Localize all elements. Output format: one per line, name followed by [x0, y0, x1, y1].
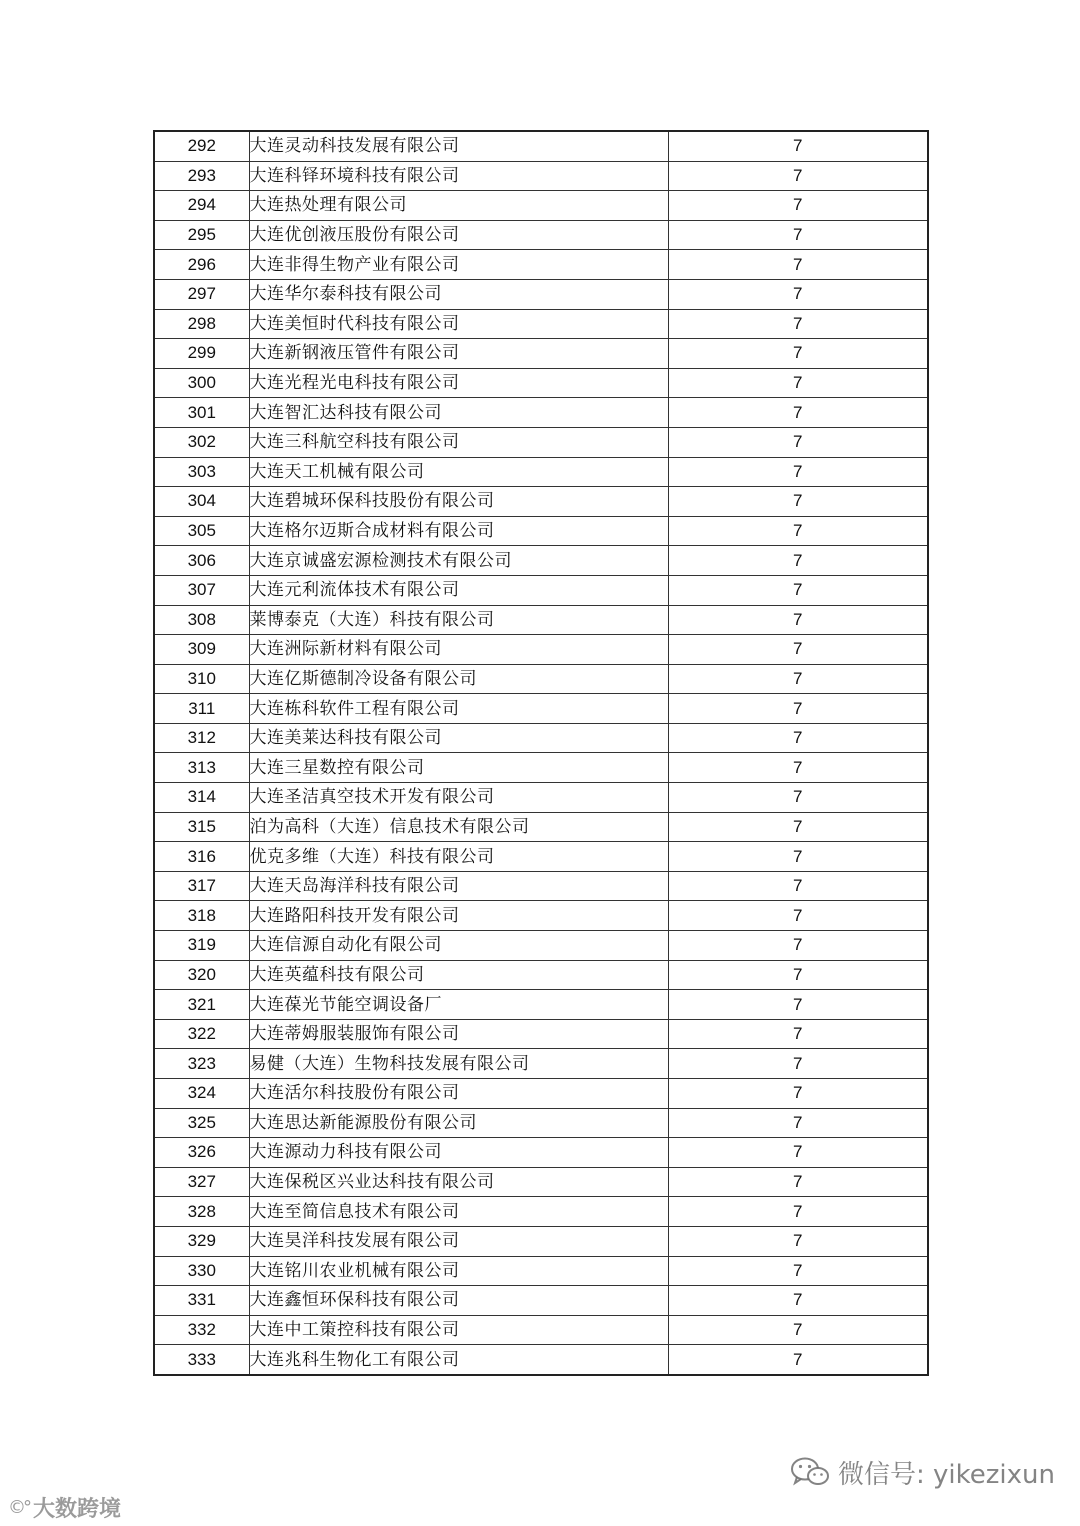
row-number: 293 — [154, 161, 249, 191]
company-name: 大连思达新能源股份有限公司 — [249, 1108, 668, 1138]
row-number: 310 — [154, 664, 249, 694]
company-name: 大连兆科生物化工有限公司 — [249, 1345, 668, 1375]
table-row — [154, 723, 928, 753]
row-number: 333 — [154, 1345, 249, 1375]
row-number: 304 — [154, 487, 249, 517]
score: 7 — [668, 516, 928, 546]
table-row — [154, 131, 928, 161]
watermark-left-text: 大数跨境 — [33, 1496, 122, 1522]
row-number: 322 — [154, 1019, 249, 1049]
score: 7 — [668, 664, 928, 694]
company-name: 大连至简信息技术有限公司 — [249, 1197, 668, 1227]
score: 7 — [668, 1315, 928, 1345]
score: 7 — [668, 990, 928, 1020]
company-name: 大连新钢液压管件有限公司 — [249, 339, 668, 369]
score: 7 — [668, 487, 928, 517]
table-row — [154, 1138, 928, 1168]
score: 7 — [668, 457, 928, 487]
watermark-right-text: 微信号: yikezixun — [838, 1459, 1055, 1490]
row-number: 320 — [154, 960, 249, 990]
company-name: 大连科铎环境科技有限公司 — [249, 161, 668, 191]
company-name: 大连非得生物产业有限公司 — [249, 250, 668, 280]
row-number: 295 — [154, 220, 249, 250]
score: 7 — [668, 220, 928, 250]
score: 7 — [668, 1049, 928, 1079]
table-row — [154, 1286, 928, 1316]
company-name: 泊为高科（大连）信息技术有限公司 — [249, 812, 668, 842]
company-name: 大连天岛海洋科技有限公司 — [249, 871, 668, 901]
table-row — [154, 1019, 928, 1049]
table-row — [154, 635, 928, 665]
table-row — [154, 575, 928, 605]
row-number: 325 — [154, 1108, 249, 1138]
table-row — [154, 220, 928, 250]
score: 7 — [668, 783, 928, 813]
company-name: 大连热处理有限公司 — [249, 191, 668, 221]
score: 7 — [668, 901, 928, 931]
table-row — [154, 427, 928, 457]
row-number: 329 — [154, 1226, 249, 1256]
score: 7 — [668, 309, 928, 339]
table-row — [154, 309, 928, 339]
score: 7 — [668, 161, 928, 191]
company-name: 莱博泰克（大连）科技有限公司 — [249, 605, 668, 635]
row-number: 318 — [154, 901, 249, 931]
row-number: 321 — [154, 990, 249, 1020]
table-row — [154, 398, 928, 428]
company-name: 大连元利流体技术有限公司 — [249, 575, 668, 605]
score: 7 — [668, 250, 928, 280]
watermark-left — [8, 1492, 121, 1522]
table-row — [154, 1108, 928, 1138]
row-number: 326 — [154, 1138, 249, 1168]
table-row — [154, 1226, 928, 1256]
score: 7 — [668, 871, 928, 901]
company-name: 优克多维（大连）科技有限公司 — [249, 842, 668, 872]
table-row — [154, 1256, 928, 1286]
table-row — [154, 1049, 928, 1079]
table-row — [154, 161, 928, 191]
table-row — [154, 1079, 928, 1109]
wechat-icon — [790, 1456, 830, 1488]
company-name: 大连源动力科技有限公司 — [249, 1138, 668, 1168]
table-row — [154, 457, 928, 487]
row-number: 317 — [154, 871, 249, 901]
table-row — [154, 783, 928, 813]
table-row — [154, 931, 928, 961]
row-number: 312 — [154, 723, 249, 753]
score: 7 — [668, 605, 928, 635]
table-row — [154, 487, 928, 517]
score: 7 — [668, 812, 928, 842]
table-row — [154, 1197, 928, 1227]
score: 7 — [668, 723, 928, 753]
row-number: 307 — [154, 575, 249, 605]
score: 7 — [668, 191, 928, 221]
row-number: 306 — [154, 546, 249, 576]
company-name: 大连灵动科技发展有限公司 — [249, 131, 668, 161]
score: 7 — [668, 546, 928, 576]
company-name: 大连美莱达科技有限公司 — [249, 723, 668, 753]
row-number: 308 — [154, 605, 249, 635]
score: 7 — [668, 131, 928, 161]
table-row — [154, 516, 928, 546]
company-name: 大连活尔科技股份有限公司 — [249, 1079, 668, 1109]
row-number: 299 — [154, 339, 249, 369]
score: 7 — [668, 1108, 928, 1138]
score: 7 — [668, 398, 928, 428]
row-number: 332 — [154, 1315, 249, 1345]
row-number: 313 — [154, 753, 249, 783]
table-row — [154, 990, 928, 1020]
score: 7 — [668, 694, 928, 724]
table-row — [154, 1345, 928, 1375]
company-name: 大连蒂姆服装服饰有限公司 — [249, 1019, 668, 1049]
company-name: 大连三星数控有限公司 — [249, 753, 668, 783]
company-name: 大连鑫恒环保科技有限公司 — [249, 1286, 668, 1316]
table-row — [154, 279, 928, 309]
company-name: 大连天工机械有限公司 — [249, 457, 668, 487]
row-number: 292 — [154, 131, 249, 161]
score: 7 — [668, 575, 928, 605]
company-name: 大连中工策控科技有限公司 — [249, 1315, 668, 1345]
table-row — [154, 960, 928, 990]
score: 7 — [668, 279, 928, 309]
score: 7 — [668, 1345, 928, 1375]
company-name: 大连信源自动化有限公司 — [249, 931, 668, 961]
row-number: 303 — [154, 457, 249, 487]
table-row — [154, 605, 928, 635]
row-number: 301 — [154, 398, 249, 428]
table-row — [154, 368, 928, 398]
company-name: 大连三科航空科技有限公司 — [249, 427, 668, 457]
score: 7 — [668, 842, 928, 872]
score: 7 — [668, 1079, 928, 1109]
row-number: 302 — [154, 427, 249, 457]
row-number: 305 — [154, 516, 249, 546]
logo-icon: ©° — [8, 1496, 29, 1518]
company-name: 大连昊洋科技发展有限公司 — [249, 1226, 668, 1256]
company-name: 大连美恒时代科技有限公司 — [249, 309, 668, 339]
score: 7 — [668, 753, 928, 783]
table-row — [154, 250, 928, 280]
row-number: 330 — [154, 1256, 249, 1286]
score: 7 — [668, 1197, 928, 1227]
score: 7 — [668, 427, 928, 457]
company-name: 大连栋科软件工程有限公司 — [249, 694, 668, 724]
row-number: 316 — [154, 842, 249, 872]
company-name: 大连葆光节能空调设备厂 — [249, 990, 668, 1020]
table-row — [154, 1315, 928, 1345]
row-number: 300 — [154, 368, 249, 398]
row-number: 324 — [154, 1079, 249, 1109]
table-row — [154, 664, 928, 694]
company-table — [153, 130, 929, 1376]
score: 7 — [668, 960, 928, 990]
table-body — [154, 131, 928, 1375]
company-name: 大连路阳科技开发有限公司 — [249, 901, 668, 931]
company-name: 大连光程光电科技有限公司 — [249, 368, 668, 398]
score: 7 — [668, 1256, 928, 1286]
row-number: 294 — [154, 191, 249, 221]
row-number: 331 — [154, 1286, 249, 1316]
company-name: 大连京诚盛宏源检测技术有限公司 — [249, 546, 668, 576]
score: 7 — [668, 1167, 928, 1197]
row-number: 311 — [154, 694, 249, 724]
table-row — [154, 339, 928, 369]
row-number: 328 — [154, 1197, 249, 1227]
table-row — [154, 871, 928, 901]
row-number: 296 — [154, 250, 249, 280]
row-number: 309 — [154, 635, 249, 665]
row-number: 323 — [154, 1049, 249, 1079]
row-number: 319 — [154, 931, 249, 961]
score: 7 — [668, 368, 928, 398]
company-name: 大连洲际新材料有限公司 — [249, 635, 668, 665]
company-name: 大连保税区兴业达科技有限公司 — [249, 1167, 668, 1197]
table-row — [154, 1167, 928, 1197]
company-name: 大连优创液压股份有限公司 — [249, 220, 668, 250]
table-row — [154, 546, 928, 576]
company-name: 大连碧城环保科技股份有限公司 — [249, 487, 668, 517]
score: 7 — [668, 1286, 928, 1316]
company-name: 大连格尔迈斯合成材料有限公司 — [249, 516, 668, 546]
table-row — [154, 901, 928, 931]
table-row — [154, 191, 928, 221]
watermark-right — [790, 1452, 1055, 1492]
table-row — [154, 753, 928, 783]
company-name: 大连铭川农业机械有限公司 — [249, 1256, 668, 1286]
score: 7 — [668, 635, 928, 665]
table-row — [154, 842, 928, 872]
table-row — [154, 812, 928, 842]
score: 7 — [668, 1226, 928, 1256]
score: 7 — [668, 1138, 928, 1168]
row-number: 298 — [154, 309, 249, 339]
score: 7 — [668, 931, 928, 961]
company-name: 大连华尔泰科技有限公司 — [249, 279, 668, 309]
company-name: 大连智汇达科技有限公司 — [249, 398, 668, 428]
score: 7 — [668, 1019, 928, 1049]
score: 7 — [668, 339, 928, 369]
row-number: 315 — [154, 812, 249, 842]
company-name: 易健（大连）生物科技发展有限公司 — [249, 1049, 668, 1079]
row-number: 314 — [154, 783, 249, 813]
company-name: 大连圣洁真空技术开发有限公司 — [249, 783, 668, 813]
row-number: 297 — [154, 279, 249, 309]
table-row — [154, 694, 928, 724]
company-name: 大连英蕴科技有限公司 — [249, 960, 668, 990]
row-number: 327 — [154, 1167, 249, 1197]
company-name: 大连亿斯德制冷设备有限公司 — [249, 664, 668, 694]
